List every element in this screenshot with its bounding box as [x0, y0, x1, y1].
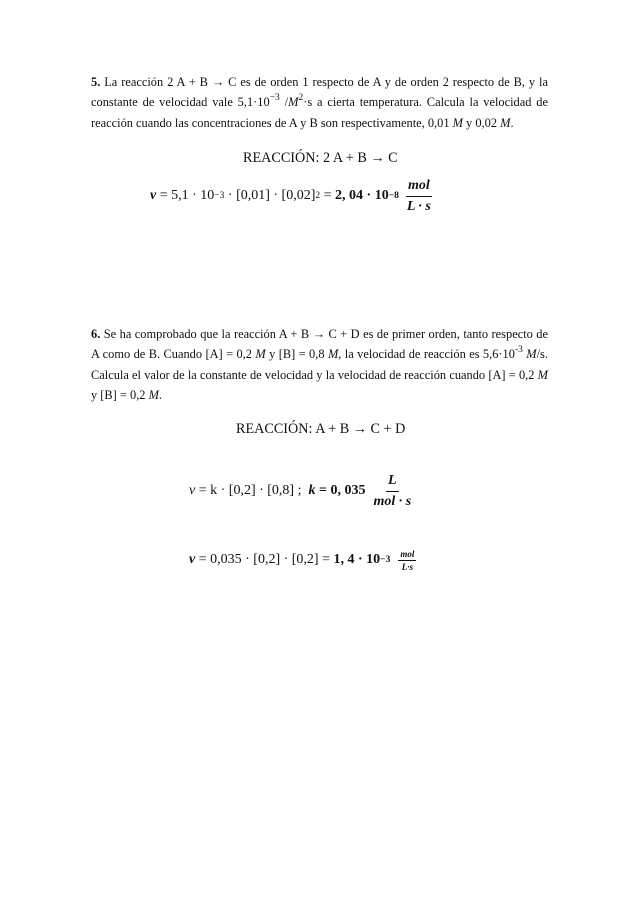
arrow-icon: →	[352, 421, 367, 437]
unit-molar: M	[148, 387, 159, 402]
text: REACCIÓN: 2 A + B	[243, 150, 371, 166]
exponent: -3	[514, 345, 523, 356]
text: .	[158, 387, 163, 402]
text: , la velocidad de reacción es 5,6·10	[338, 347, 515, 362]
unit-molar: M	[500, 115, 511, 130]
problem-6-equation-velocity: v = 0,035 · [0,2] · [0,2] = 1, 4 · 10 −3 $\frac{\text{mol}}{L\cdot s}$	[189, 548, 415, 572]
problem-5-statement	[91, 72, 548, 133]
unit-molar: M	[537, 367, 548, 382]
rate-constant-value: 0, 035	[330, 483, 366, 498]
concentrations: · [0,01] · [0,02]	[224, 188, 316, 203]
text: C + D	[366, 421, 406, 437]
text: /s. Calcula el valor de la constante de velocidad y la velocidad de reacción cuando [A] = 0,2	[91, 347, 548, 382]
unit-denominator: L · s	[406, 198, 431, 214]
velocity-symbol: v	[189, 552, 196, 567]
text: REACCIÓN: A + B	[236, 421, 353, 437]
arrow-icon: →	[312, 327, 326, 341]
text: C	[384, 150, 398, 166]
unit-fraction	[371, 473, 413, 510]
equals-sign: =	[320, 188, 336, 203]
exponent: 2	[298, 93, 304, 104]
unit-denominator: L·s	[401, 561, 413, 572]
result-value: 2, 04 · 10	[335, 188, 389, 203]
text: y [B] = 0,2	[91, 387, 149, 402]
unit-molar: M	[452, 115, 463, 130]
rate-constant-symbol: k	[308, 483, 316, 498]
text: y 0,02	[462, 115, 501, 130]
text: C es de orden 1 respecto de A y de orden 2 respecto de B, y la constante de velocidad vale 5,1·10	[91, 75, 548, 110]
unit-fraction	[398, 549, 416, 572]
text: /	[279, 95, 289, 110]
problem-5-reaction-heading	[243, 150, 398, 167]
unit-numerator: mol	[400, 548, 415, 559]
problem-6-equation-rate-constant	[189, 469, 413, 513]
problem-6-reaction-heading	[236, 421, 405, 438]
text: C + D es de primer orden, tanto respecto de A como de B. Cuando [A] = 0,2	[91, 327, 548, 362]
problem-6-number: 6.	[91, 327, 101, 341]
text: La reacción 2 A + B	[100, 75, 212, 89]
rate-constant: 5,1 · 10	[171, 188, 215, 203]
unit-molar: M	[255, 347, 266, 362]
result-value: 1, 4 · 10	[333, 552, 381, 567]
exponent: −3	[269, 93, 280, 104]
equals-sign: =	[156, 188, 172, 203]
problem-5-equation: v = 5,1 · 10 −3 · [0,01] · [0,02] 2 = 2, 04 · 10 −8 $\frac{\text{mol}}{L \cdot s}$	[150, 177, 431, 214]
rate-expression: = 0,035 · [0,2] · [0,2] =	[195, 552, 334, 567]
unit-numerator: mol	[406, 178, 432, 197]
text: Se ha comprobado que la reacción A + B	[100, 327, 313, 341]
text: .	[510, 115, 514, 130]
problem-5-number: 5.	[91, 75, 101, 89]
velocity-symbol: v	[150, 188, 157, 203]
unit-denominator: mol · s	[373, 493, 412, 509]
arrow-icon: →	[211, 75, 225, 89]
rate-expression: = k · [0,2] · [0,8] ;	[195, 483, 309, 498]
unit-molar: M	[526, 347, 537, 362]
equals-sign: =	[315, 483, 331, 498]
text: y [B] = 0,8	[265, 347, 328, 362]
unit-molar: M	[327, 347, 339, 362]
text: ·s a cierta temperatura. Calcula la velocidad de reacción cuando las concentraciones de A y B son respectivamente, 0,01	[91, 95, 548, 130]
unit-fraction	[405, 178, 433, 215]
unit-numerator: L	[386, 473, 399, 492]
velocity-symbol: v	[189, 483, 196, 498]
problem-6-statement	[91, 324, 548, 405]
arrow-icon: →	[370, 150, 385, 166]
unit-molar: M	[288, 95, 299, 110]
